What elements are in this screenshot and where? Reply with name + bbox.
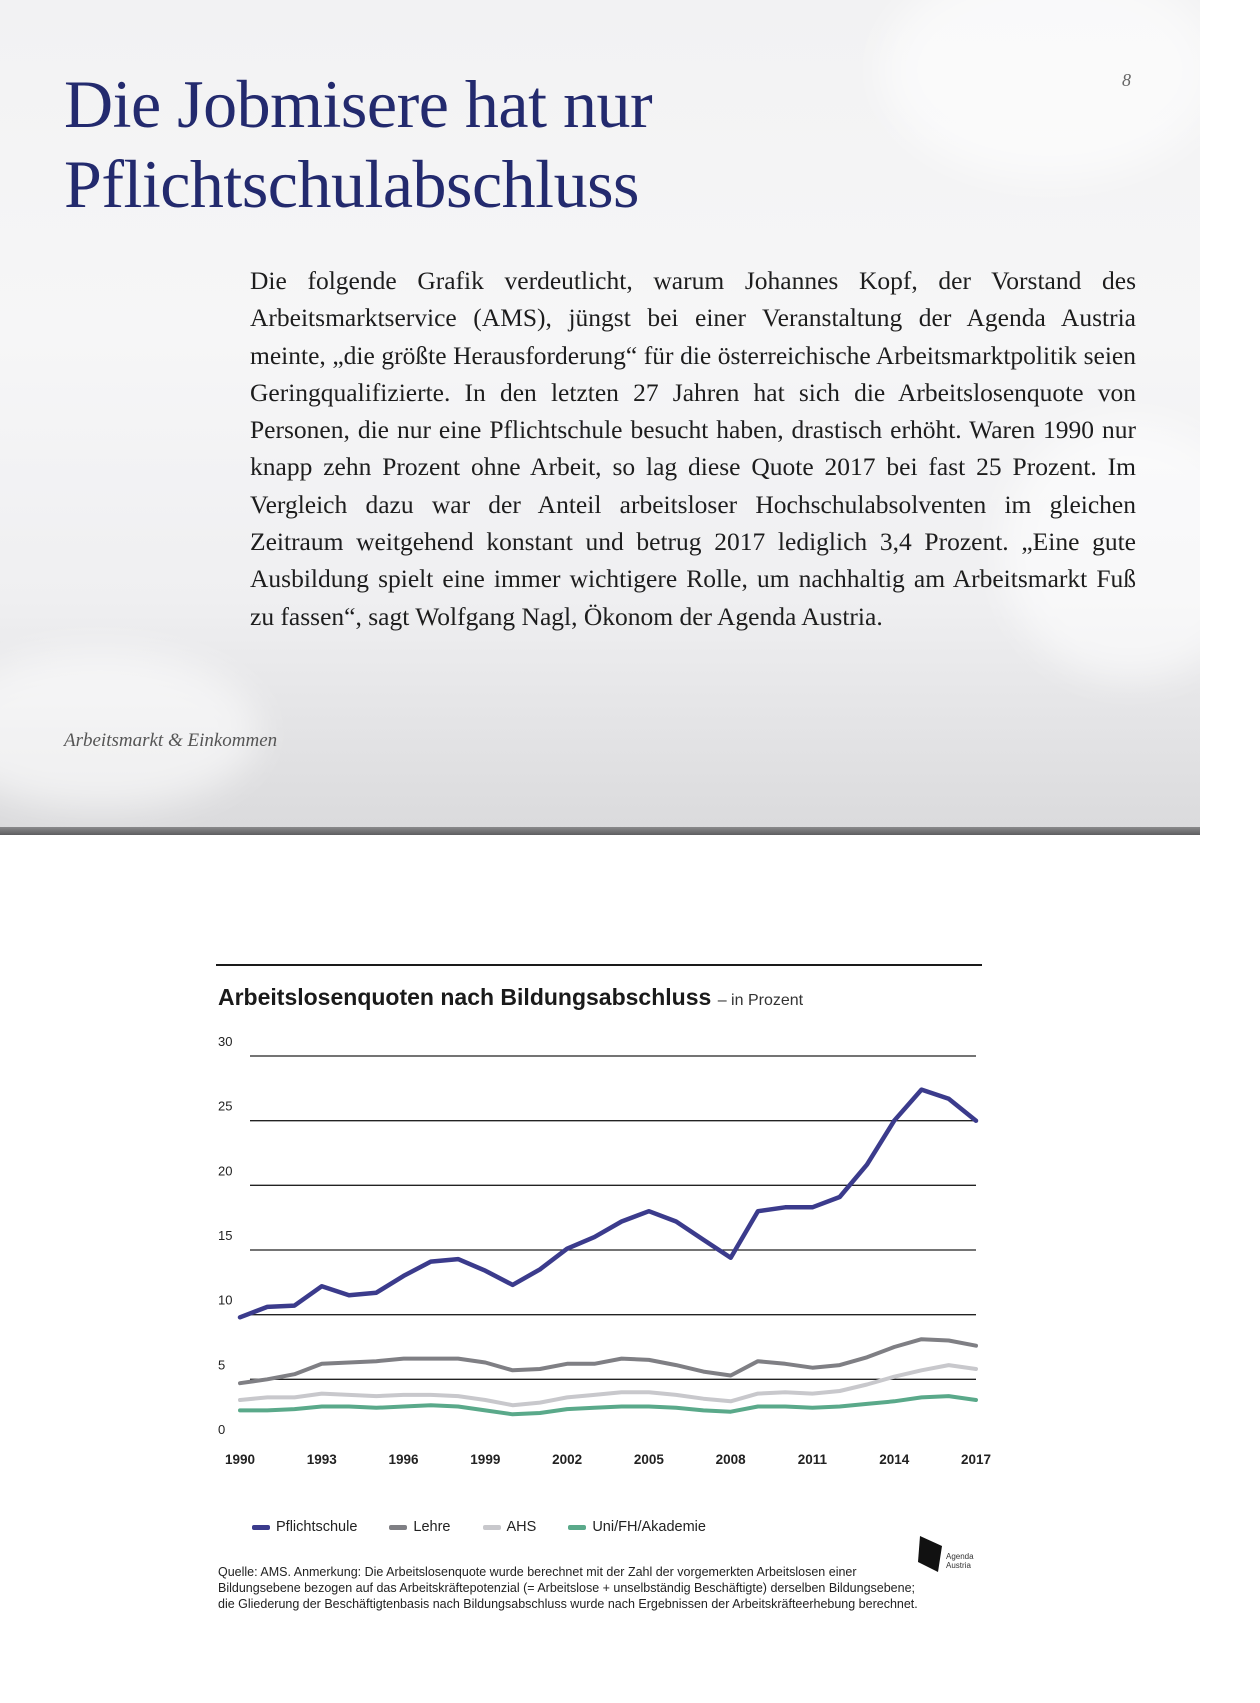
y-tick-label: 20 bbox=[218, 1163, 233, 1179]
chart-footnote: Quelle: AMS. Anmerkung: Die Arbeitslosenquote wurde berechnet mit der Zahl der vorgemerkten Arbeitslosen einer Bildungsebene bezogen auf das Arbeitskräftepotenzial (= Arbeitslose + unselbständig Beschäftigte) derselben Bildungsebene; die Gliederung der Beschäftigtenbasis nach Bildungsabschluss wurde nach Ergebnissen der Arbeitskräfteerhebung berechnet. bbox=[218, 1565, 918, 1611]
x-tick-label: 1999 bbox=[470, 1452, 501, 1467]
series-line-ahs bbox=[240, 1365, 976, 1405]
agenda-austria-logo bbox=[916, 1534, 986, 1584]
legend-label: Lehre bbox=[413, 1519, 451, 1535]
logo-mark-icon bbox=[916, 1534, 946, 1574]
chart-title: Arbeitslosenquoten nach Bildungsabschluss bbox=[218, 984, 712, 1010]
legend-label: Uni/FH/Akademie bbox=[592, 1519, 706, 1535]
x-tick-label: 2008 bbox=[715, 1452, 746, 1467]
series-line-pflichtschule bbox=[240, 1090, 976, 1318]
y-tick-label: 5 bbox=[218, 1357, 226, 1373]
legend-item bbox=[389, 1519, 450, 1535]
legend-label: AHS bbox=[506, 1519, 537, 1535]
page-number: 8 bbox=[1122, 70, 1131, 90]
y-tick-label: 10 bbox=[218, 1292, 233, 1308]
logo-text: Agenda Austria bbox=[946, 1552, 974, 1570]
legend-swatch bbox=[252, 1525, 270, 1530]
legend-item bbox=[568, 1519, 706, 1535]
x-tick-label: 2011 bbox=[797, 1452, 828, 1467]
legend-item bbox=[252, 1519, 357, 1535]
legend-item bbox=[483, 1519, 537, 1535]
legend-swatch bbox=[483, 1525, 501, 1530]
x-tick-label: 2005 bbox=[633, 1452, 664, 1467]
chart-legend bbox=[252, 1519, 706, 1535]
y-tick-label: 0 bbox=[218, 1422, 226, 1437]
page-title: Die Jobmisere hat nur Pflichtschulabschluss bbox=[64, 66, 653, 222]
x-tick-label: 2017 bbox=[960, 1452, 992, 1467]
x-tick-label: 1990 bbox=[224, 1452, 256, 1467]
legend-label: Pflichtschule bbox=[276, 1519, 358, 1535]
line-chart bbox=[216, 1034, 992, 1467]
series-line-uni-fh-akademie bbox=[240, 1396, 976, 1414]
chart-top-rule bbox=[216, 964, 982, 966]
x-tick-label: 2014 bbox=[879, 1452, 910, 1467]
series-line-lehre bbox=[240, 1339, 976, 1383]
intro-paragraph: Die folgende Grafik verdeutlicht, warum Johannes Kopf, der Vorstand des Arbeitsmarktservice (AMS), jüngst bei einer Veranstaltung der Agenda Austria meinte, „die größte Herausforderung“ für die österreichische Arbeitsmarktpolitik seien Geringqualifizierte. In den letzten 27 Jahren hat sich die Arbeitslosenquote von Personen, die nur eine Pflichtschule besucht haben, drastisch erhöht. Waren 1990 nur knapp zehn Prozent ohne Arbeit, so lag diese Quote 2017 bei fast 25 Prozent. Im Vergleich dazu war der Anteil arbeitsloser Hochschulabsolventen im gleichen Zeitraum weitgehend konstant und betrug 2017 lediglich 3,4 Prozent. „Eine gute Ausbildung spielt eine immer wichtigere Rolle, um nachhaltig am Arbeitsmarkt Fuß zu fassen“, sagt Wolfgang Nagl, Ökonom der Agenda Austria. bbox=[250, 266, 1136, 631]
legend-swatch bbox=[389, 1525, 407, 1530]
legend-swatch bbox=[568, 1525, 586, 1530]
x-tick-label: 2002 bbox=[552, 1452, 583, 1467]
x-tick-label: 1996 bbox=[388, 1452, 419, 1467]
chart bbox=[216, 964, 992, 1644]
y-tick-label: 30 bbox=[218, 1034, 233, 1049]
section-label: Arbeitsmarkt & Einkommen bbox=[64, 730, 278, 751]
x-tick-label: 1993 bbox=[306, 1452, 337, 1467]
y-tick-label: 25 bbox=[218, 1098, 233, 1114]
chart-subtitle: – in Prozent bbox=[717, 992, 804, 1009]
chart-title-line bbox=[218, 984, 803, 1011]
y-tick-label: 15 bbox=[218, 1228, 233, 1243]
